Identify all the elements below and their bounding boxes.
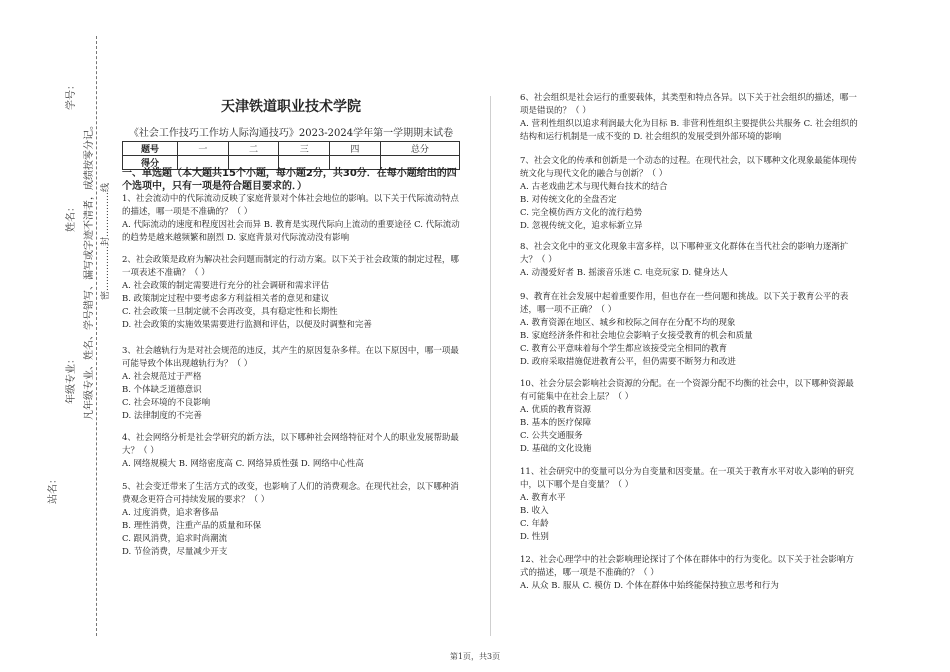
question-1 (122, 193, 460, 245)
question-9 (520, 291, 860, 369)
score-header-cell: 二 (228, 142, 279, 156)
page-title: 天津铁道职业技术学院 (221, 99, 361, 115)
question-stem: 11、社会研究中的变量可以分为自变量和因变量。在一项关于教育水平对收入影响的研究中，以下哪个是自变量？（ ） (520, 467, 854, 490)
name-label: 姓名： (66, 202, 77, 232)
grade-major-label: 年级专业： (66, 354, 77, 404)
question-4 (122, 432, 460, 471)
question-option: D. 社会政策的实施效果需要进行监测和评估，以便及时调整和完善 (122, 320, 372, 330)
notice-text: 凡年级专业、姓名、学号错写、漏写或字迹不清者，成绩按零分记。 (84, 120, 95, 420)
question-option: A. 代际流动的速度和程度因社会而异 B. 教育是实现代际向上流动的重要途径 C. 代际流动的趋势是越来越频繁和剧烈 D. 家庭背景对代际流动没有影响 (122, 220, 460, 243)
question-8 (520, 241, 860, 280)
question-option: A. 营利性组织以追求利润最大化为目标 B. 非营利性组织主要提供公共服务 C. 社会组织的结构和运行机制是一成不变的 D. 社会组织的发展受到外部环境的影响 (520, 119, 858, 142)
question-option: A. 教育水平 (520, 493, 566, 503)
question-option: C. 跟风消费，追求时尚潮流 (122, 534, 228, 544)
question-option: B. 基本的医疗保障 (520, 418, 592, 428)
question-stem: 12、社会心理学中的社会影响理论探讨了个体在群体中的行为变化。以下关于社会影响方式的描述，哪一项是不准确的？（ ） (520, 555, 854, 578)
question-option: C. 年龄 (520, 519, 549, 529)
question-option: A. 古老戏曲艺术与现代舞台技术的结合 (520, 182, 668, 192)
question-3 (122, 345, 460, 423)
exam-subtitle: 《社会工作技巧工作坊人际沟通技巧》2023-2024学年第一学期期末试卷 (128, 128, 454, 139)
seal-line (96, 36, 97, 636)
score-table-header-row (123, 142, 460, 156)
question-option: B. 个体缺乏道德意识 (122, 385, 202, 395)
question-option: C. 完全模仿西方文化的流行趋势 (520, 208, 643, 218)
score-row-label: 得分 (123, 156, 178, 170)
question-stem: 2、社会政策是政府为解决社会问题而制定的行动方案。以下关于社会政策的制定过程，哪一项表述不准确？（ ） (122, 255, 459, 278)
question-option: D. 节俭消费，尽量减少开支 (122, 547, 228, 557)
question-7 (520, 155, 860, 233)
question-option: A. 从众 B. 服从 C. 模仿 D. 个体在群体中始终能保持独立思考和行为 (520, 581, 779, 591)
question-option: B. 理性消费，注重产品的质量和环保 (122, 521, 262, 531)
question-stem: 6、社会组织是社会运行的重要载体，其类型和特点各异。以下关于社会组织的描述，哪一项是错误的？（ ） (520, 93, 857, 116)
question-option: D. 政府采取措施促进教育公平，但仍需要不断努力和改进 (520, 357, 736, 367)
question-option: C. 教育公平意味着每个学生都应该接受完全相同的教育 (520, 344, 728, 354)
question-option: C. 公共交通服务 (520, 431, 583, 441)
question-12 (520, 554, 860, 593)
question-option: A. 社会政策的制定需要进行充分的社会调研和需求评估 (122, 281, 330, 291)
question-stem: 1、社会流动中的代际流动反映了家庭背景对个体社会地位的影响。以下关于代际流动特点的描述，哪一项是不准确的？（ ） (122, 194, 459, 217)
question-option: A. 社会规范过于严格 (122, 372, 202, 382)
score-header-cell: 总分 (380, 142, 459, 156)
question-option: D. 法律制度的不完善 (122, 411, 202, 421)
question-option: B. 政策制定过程中要考虑多方利益相关者的意见和建议 (122, 294, 330, 304)
question-option: D. 基础的文化设施 (520, 444, 592, 454)
question-option: A. 动漫爱好者 B. 摇滚音乐迷 C. 电竞玩家 D. 健身达人 (520, 268, 728, 278)
question-stem: 5、社会变迁带来了生活方式的改变，也影响了人们的消费观念。在现代社会，以下哪种消费观念更符合可持续发展的要求？（ ） (122, 482, 459, 505)
question-stem: 3、社会越轨行为是对社会规范的违反，其产生的原因复杂多样。在以下原因中，哪一项最可能导致个体出现越轨行为？（ ） (122, 346, 459, 369)
question-5 (122, 481, 460, 559)
question-option: A. 过度消费，追求奢侈品 (122, 508, 219, 518)
seal-line-label: 密……………封……………线 (101, 182, 111, 300)
question-option: B. 家庭经济条件和社会地位会影响子女接受教育的机会和质量 (520, 331, 753, 341)
question-stem: 7、社会文化的传承和创新是一个动态的过程。在现代社会，以下哪种文化现象最能体现传统文化与现代文化的融合与创新？（ ） (520, 156, 857, 179)
score-header-cell: 三 (279, 142, 330, 156)
question-stem: 10、社会分层会影响社会资源的分配。在一个资源分配不均衡的社会中，以下哪种资源最有可能集中在社会上层？（ ） (520, 379, 854, 402)
question-11 (520, 466, 860, 544)
score-table (122, 141, 460, 170)
score-header-cell: 题号 (123, 142, 178, 156)
score-header-cell: 一 (178, 142, 229, 156)
question-6 (520, 92, 860, 144)
column-divider (490, 96, 491, 636)
question-10 (520, 378, 860, 456)
section-heading: 一、单选题（本大题共15个小题，每小题2分，共30分．在每小题给出的四个选项中，只有一项是符合题目要求的．） (122, 168, 457, 192)
score-header-cell: 四 (330, 142, 381, 156)
question-stem: 8、社会文化中的亚文化现象丰富多样，以下哪种亚文化群体在当代社会的影响力逐渐扩大？（ ） (520, 242, 849, 265)
question-option: A. 教育资源在地区、城乡和校际之间存在分配不均的现象 (520, 318, 736, 328)
question-option: B. 收入 (520, 506, 549, 516)
question-option: B. 对传统文化的全盘否定 (520, 195, 617, 205)
question-option: A. 优质的教育资源 (520, 405, 592, 415)
station-label: 站名： (48, 474, 59, 504)
question-option: D. 忽视传统文化，追求标新立异 (520, 221, 643, 231)
binding-margin (0, 0, 120, 672)
question-option: A. 网络规模大 B. 网络密度高 C. 网络异质性强 D. 网络中心性高 (122, 459, 364, 469)
question-option: C. 社会政策一旦制定就不会再改变，具有稳定性和长期性 (122, 307, 338, 317)
question-option: C. 社会环境的不良影响 (122, 398, 211, 408)
question-2 (122, 254, 460, 332)
question-option: D. 性别 (520, 532, 549, 542)
page-number: 第1页，共3页 (449, 652, 501, 661)
question-stem: 4、社会网络分析是社会学研究的新方法，以下哪种社会网络特征对个人的职业发展帮助最大？（ ） (122, 433, 459, 456)
student-id-label: 学号： (66, 80, 77, 110)
question-stem: 9、教育在社会发展中起着重要作用，但也存在一些问题和挑战。以下关于教育公平的表述，哪一项不正确？（ ） (520, 292, 849, 315)
